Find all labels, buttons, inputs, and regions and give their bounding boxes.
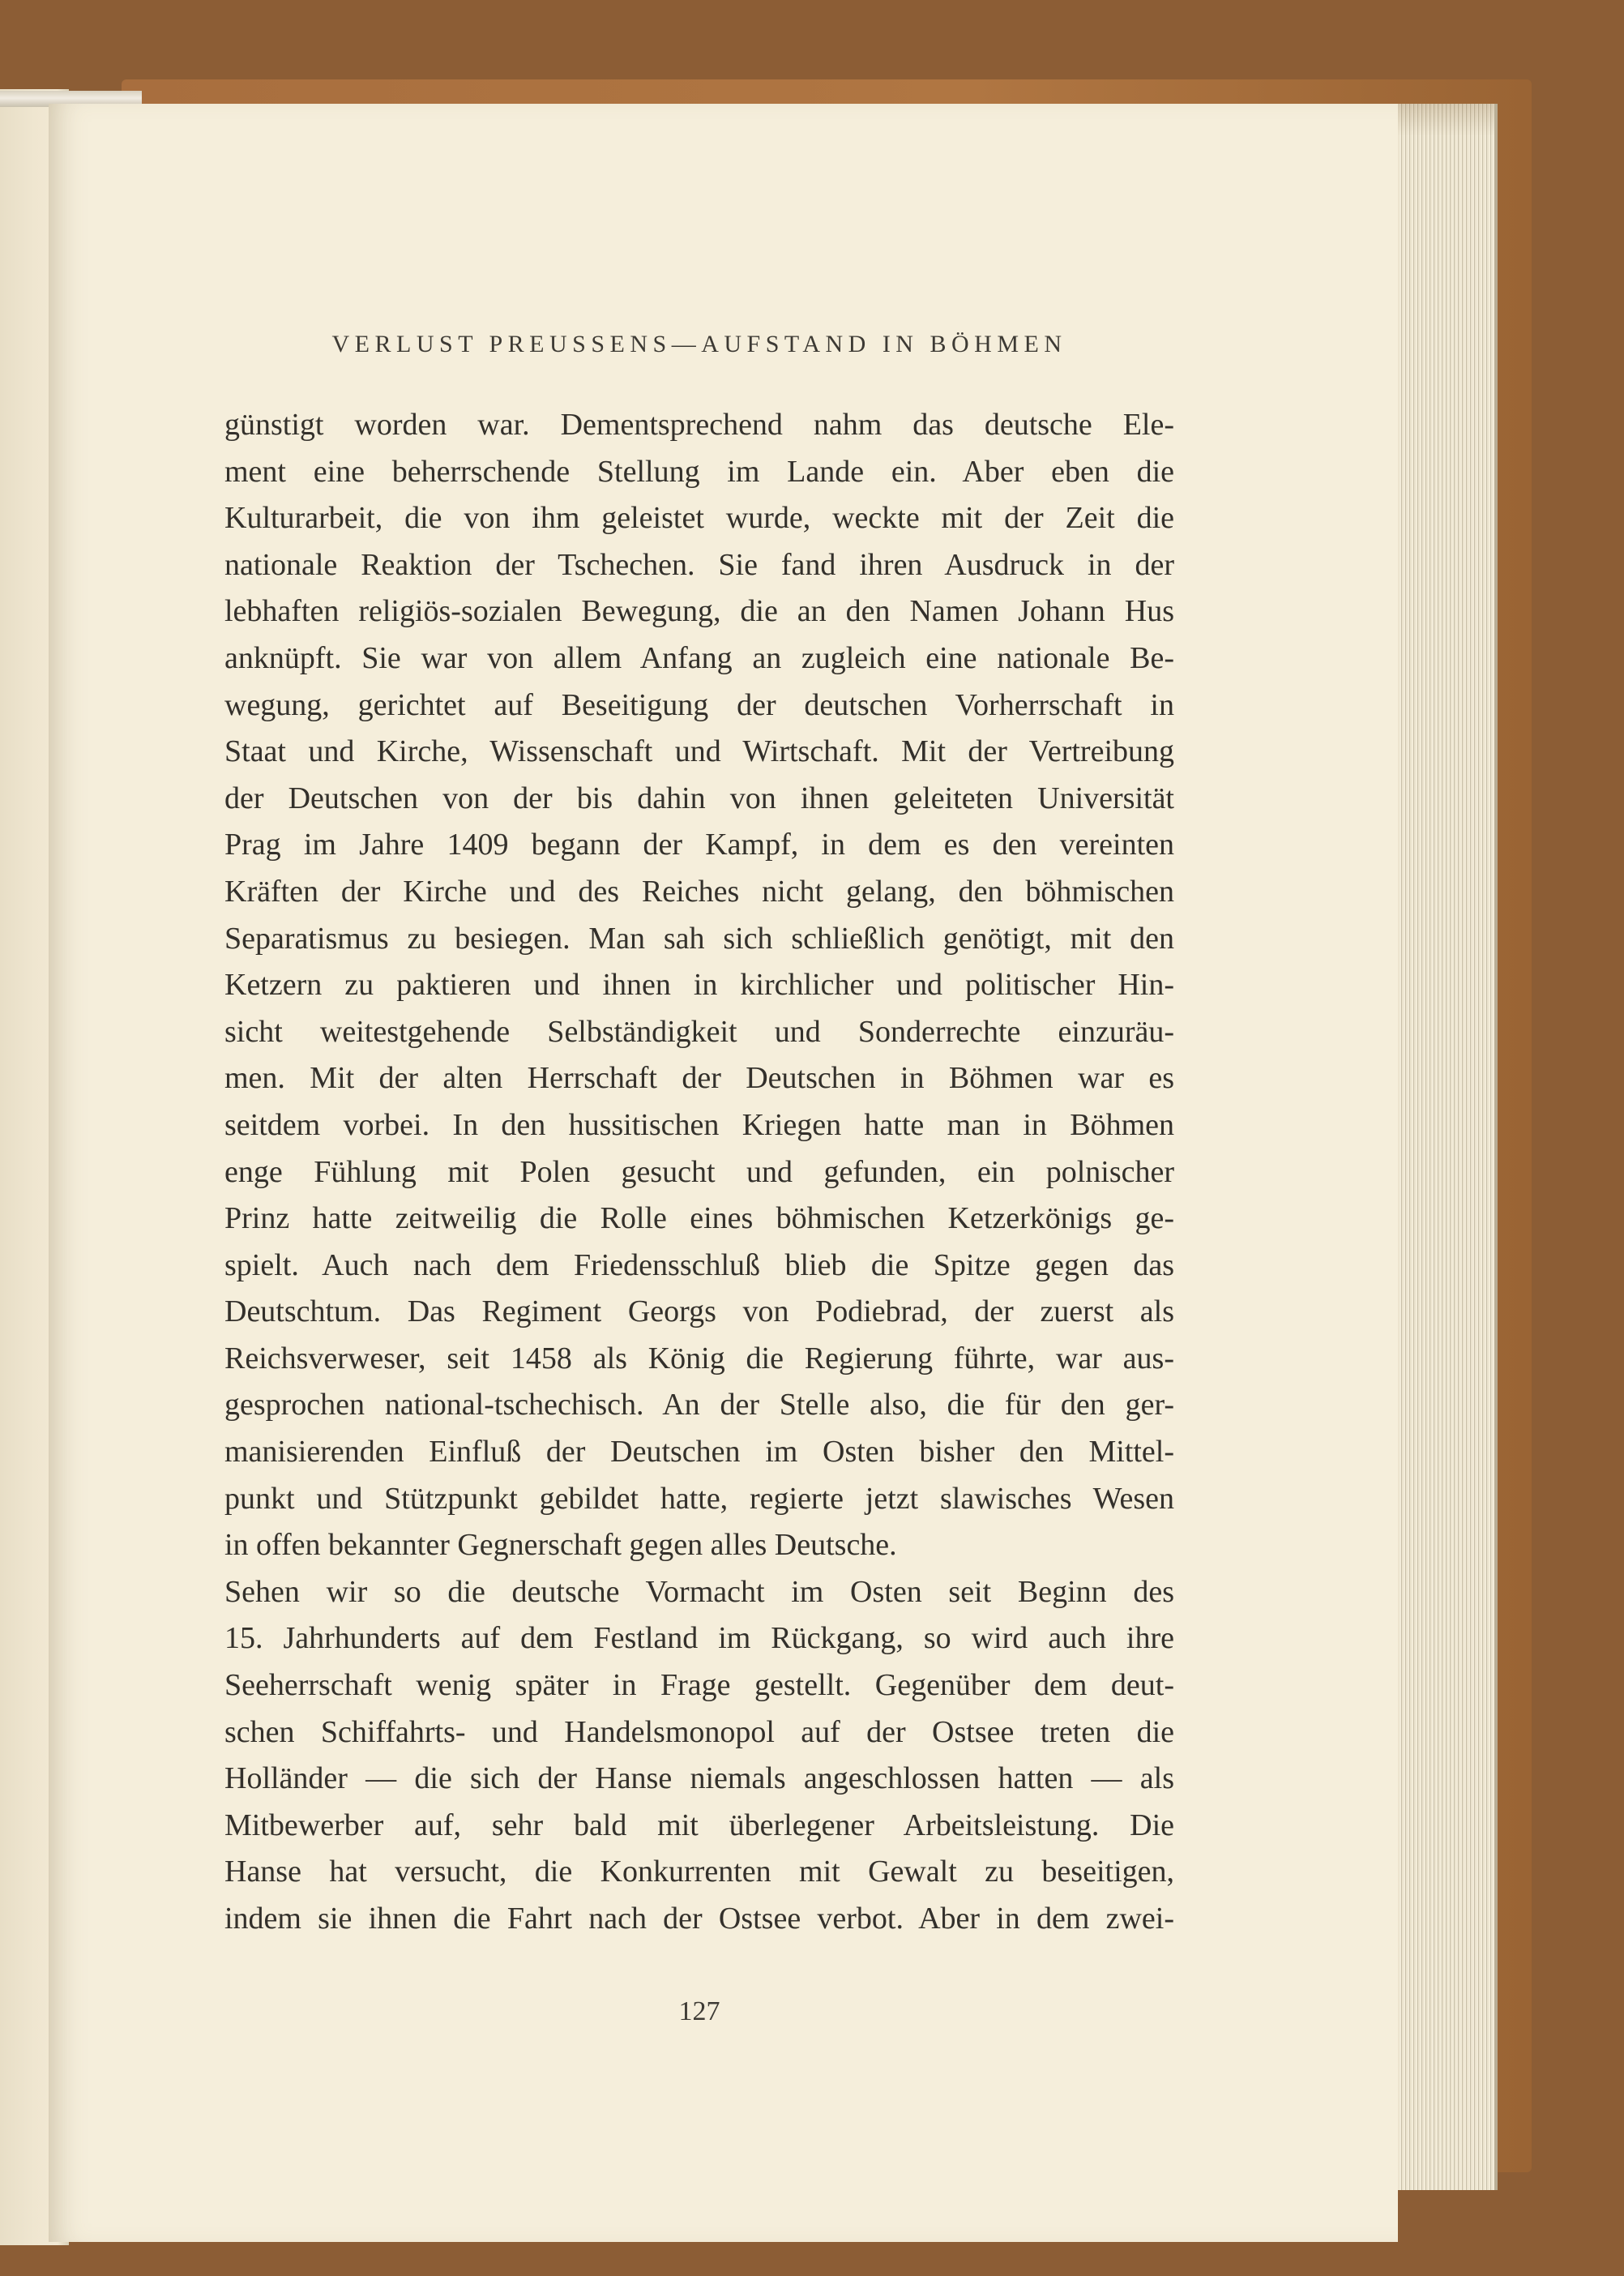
text-line: men. Mit der alten Herrschaft der Deutschen in Böhmen war es	[224, 1061, 1174, 1096]
text-line: Sehen wir so die deutsche Vormacht im Osten seit Beginn des	[224, 1574, 1174, 1609]
text-line: Separatismus zu besiegen. Man sah sich schließlich genötigt, mit den	[224, 921, 1174, 956]
text-line: Seeherrschaft wenig später in Frage gestellt. Gegenüber dem deut-	[224, 1668, 1174, 1703]
page-number: 127	[678, 1996, 720, 2026]
text-line: Kulturarbeit, die von ihm geleistet wurde, weckte mit der Zeit die	[224, 501, 1174, 536]
text-line: Reichsverweser, seit 1458 als König die Regierung führte, war aus-	[224, 1341, 1174, 1375]
text-line: indem sie ihnen die Fahrt nach der Ostsee verbot. Aber in dem zwei-	[224, 1902, 1174, 1936]
text-line: nationale Reaktion der Tschechen. Sie fand ihren Ausdruck in der	[224, 547, 1174, 582]
running-head: VERLUST PREUSSENS—AUFSTAND IN BÖHMEN	[331, 331, 1067, 357]
text-line: ment eine beherrschende Stellung im Lande ein. Aber eben die	[224, 454, 1174, 489]
body-text	[224, 402, 1174, 1943]
text-line: in offen bekannter Gegnerschaft gegen alles Deutsche.	[224, 1528, 897, 1563]
text-line: Ketzern zu paktieren und ihnen in kirchlicher und politischer Hin-	[224, 968, 1174, 1003]
text-line: Prag im Jahre 1409 begann der Kampf, in dem es den vereinten	[224, 828, 1174, 862]
text-line: Prinz hatte zeitweilig die Rolle eines böhmischen Ketzerkönigs ge-	[224, 1201, 1174, 1236]
text-line: der Deutschen von der bis dahin von ihnen geleiteten Universität	[224, 781, 1174, 815]
text-line: Mitbewerber auf, sehr bald mit überlegener Arbeitsleistung. Die	[224, 1808, 1174, 1842]
text-line: Staat und Kirche, Wissenschaft und Wirtschaft. Mit der Vertreibung	[224, 734, 1174, 769]
text-line: lebhaften religiös-sozialen Bewegung, die an den Namen Johann Hus	[224, 594, 1174, 629]
text-line: günstigt worden war. Dementsprechend nahm das deutsche Ele-	[224, 408, 1174, 442]
text-line: spielt. Auch nach dem Friedensschluß blieb die Spitze gegen das	[224, 1247, 1174, 1282]
text-line: enge Fühlung mit Polen gesucht und gefunden, ein polnischer	[224, 1154, 1174, 1189]
text-line: gesprochen national-tschechisch. An der Stelle also, die für den ger-	[224, 1388, 1174, 1422]
text-line: 15. Jahrhunderts auf dem Festland im Rückgang, so wird auch ihre	[224, 1621, 1174, 1656]
text-line: Holländer — die sich der Hanse niemals angeschlossen hatten — als	[224, 1761, 1174, 1796]
text-line: wegung, gerichtet auf Beseitigung der deutschen Vorherrschaft in	[224, 687, 1174, 722]
text-line: punkt und Stützpunkt gebildet hatte, regierte jetzt slawisches Wesen	[224, 1481, 1174, 1516]
text-line: Hanse hat versucht, die Konkurrenten mit Gewalt zu beseitigen,	[224, 1855, 1174, 1889]
text-line: schen Schiffahrts- und Handelsmonopol auf der Ostsee treten die	[224, 1714, 1174, 1749]
text-line: sicht weitestgehende Selbständigkeit und Sonderrechte einzuräu-	[224, 1014, 1174, 1049]
text-line: seitdem vorbei. In den hussitischen Kriegen hatte man in Böhmen	[224, 1107, 1174, 1142]
right-page	[49, 104, 1398, 2242]
page-block-edges	[1395, 104, 1498, 2190]
text-line: Kräften der Kirche und des Reiches nicht gelang, den böhmischen	[224, 874, 1174, 909]
text-line: manisierenden Einfluß der Deutschen im Osten bisher den Mittel-	[224, 1435, 1174, 1470]
text-line: anknüpft. Sie war von allem Anfang an zugleich eine nationale Be-	[224, 640, 1174, 675]
text-line: Deutschtum. Das Regiment Georgs von Podiebrad, der zuerst als	[224, 1294, 1174, 1329]
